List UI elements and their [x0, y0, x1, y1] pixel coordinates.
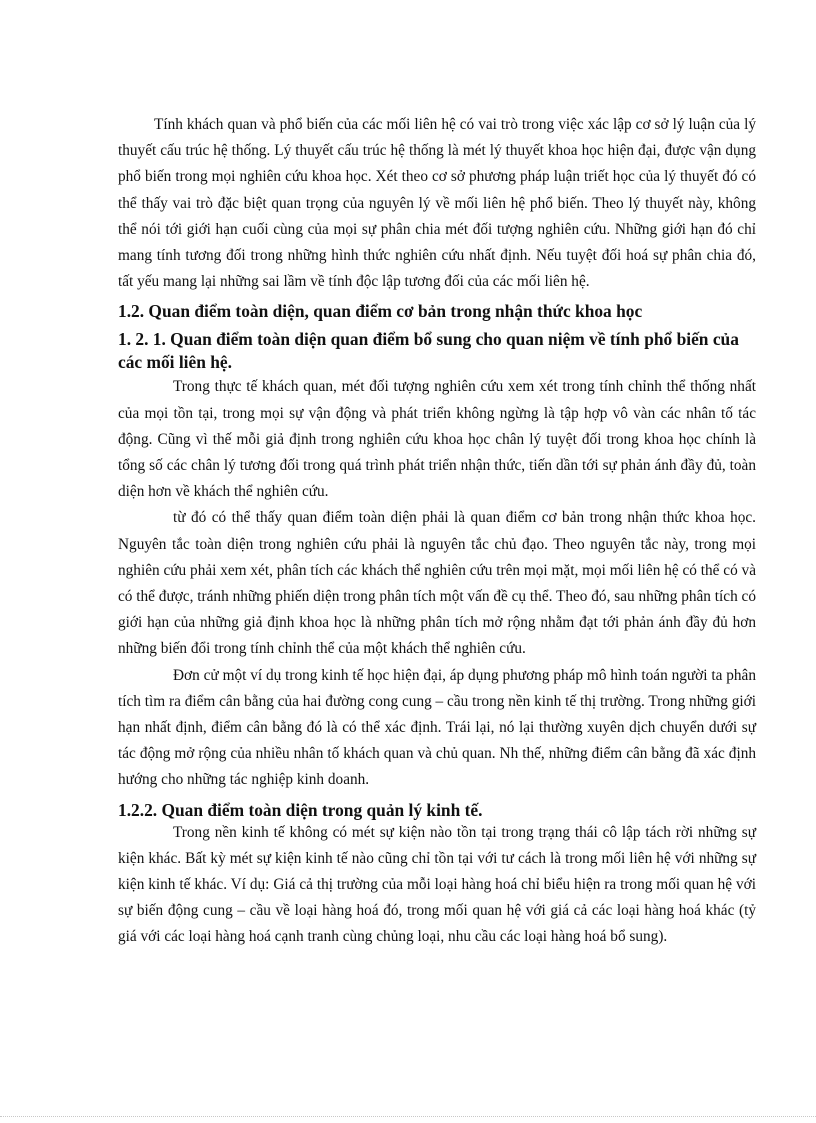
page-bottom-divider: [0, 1116, 816, 1117]
paragraph-comprehensive-viewpoint: từ đó có thể thấy quan điểm toàn diện phải là quan điểm cơ bản trong nhận thức khoa học. Nguyên tắc toàn diện trong nghiên cứu phải là nguyên tắc chủ đạo. Theo nguyên tắc này, trong mọi nghiên cứu phải xem xét, phân tích các khách thể nghiên cứu trên mọi mặt, mọi mối liên hệ có thể có và có thể được, tránh những phiến diện trong phân tích một vấn đề cụ thể. Theo đó, sau những phân tích có giới hạn của những giả định khoa học là những phân tích mở rộng nhằm đạt tới phản ánh đầy đủ hơn những biến đổi trong tính chỉnh thể của một khách thể nghiên cứu.: [118, 509, 756, 658]
paragraph-economic-events: Trong nền kinh tế không có mét sự kiện nào tồn tại trong trạng thái cô lập tách rời những sự kiện khác. Bất kỳ mét sự kiện kinh tế nào cũng chỉ tồn tại với tư cách là trong mối liên hệ với những sự kiện kinh tế khác. Ví dụ: Giá cả thị trường của mỗi loại hàng hoá chỉ biểu hiện ra trong mối quan hệ với sự biến động cung – cầu về loại hàng hoá đó, trong mối quan hệ với giá cả các loại hàng hoá khác (tỷ giá với các loại hàng hoá cạnh tranh cùng chủng loại, nhu cầu các loại hàng hoá bổ sung).: [118, 823, 756, 946]
paragraph-economics-example: Đơn cử một ví dụ trong kinh tế học hiện đại, áp dụng phương pháp mô hình toán người ta phân tích tìm ra điểm cân bằng của hai đường cong cung – cầu trong nền kinh tế thị trường. Trong những giới hạn nhất định, điểm cân bằng đó là có thể xác định. Trái lại, nó lại thường xuyên dịch chuyển dưới sự tác động mở rộng của nhiều nhân tố khách quan và chủ quan. Nh thế, những điểm cân bằng đã xác định hướng cho những tác nghiệp kinh doanh.: [118, 666, 756, 789]
section-heading-1-2: 1.2. Quan điểm toàn diện, quan điểm cơ bản trong nhận thức khoa học: [118, 301, 643, 322]
subsection-heading-1-2-1: 1. 2. 1. Quan điểm toàn diện quan điểm bổ sung cho quan niệm về tính phổ biến của các mối liên hệ.: [118, 329, 739, 373]
subsection-heading-1-2-2: 1.2.2. Quan điểm toàn diện trong quản lý kinh tế.: [118, 799, 483, 820]
paragraph-objective-reality: Trong thực tế khách quan, mét đối tượng nghiên cứu xem xét trong tính chỉnh thể thống nhất của mọi tồn tại, trong mọi sự vận động và phát triển không ngừng là tập hợp vô vàn các nhân tố tác động. Cũng vì thế mỗi giả định trong nghiên cứu khoa học chân lý tuyệt đối trong khoa học chính là tổng số các chân lý tương đối trong quá trình phát triển nhận thức, tiến dần tới sự phản ánh đầy đủ, toàn diện hơn về khách thể nghiên cứu.: [118, 378, 756, 501]
document-body: [118, 112, 756, 951]
paragraph-systems-theory: Tính khách quan và phổ biến của các mối liên hệ có vai trò trong việc xác lập cơ sở lý luận của lý thuyết cấu trúc hệ thống. Lý thuyết cấu trúc hệ thống là mét lý thuyết khoa học hiện đại, được vận dụng phổ biến trong mọi nghiên cứu khoa học. Xét theo cơ sở phương pháp luận triết học của lý thuyết đó có thể thấy vai trò đặc biệt quan trọng của nguyên lý về mối liên hệ phổ biến. Theo lý thuyết này, không thể nói tới giới hạn cuối cùng của mọi sự phân chia mét đối tượng nghiên cứu. Những giới hạn đó chỉ mang tính tương đối trong những hình thức nghiên cứu nhất định. Nếu tuyệt đối hoá sự phân chia đó, tất yếu mang lại những sai lầm về tính độc lập tương đối của các mối liên hệ.: [118, 116, 756, 291]
